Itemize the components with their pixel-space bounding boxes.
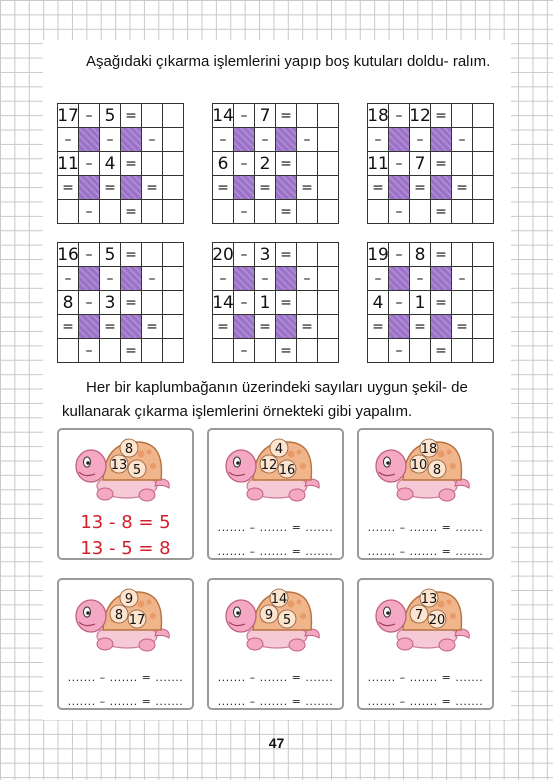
minus-sign: – [255,267,276,291]
equals-sign: = [276,200,297,224]
shaded-cell [234,176,255,200]
shaded-cell [121,176,142,200]
equals-sign: = [431,291,452,315]
minus-sign: – [213,267,234,291]
number-cell: 8 [58,291,79,315]
answer-box[interactable] [297,200,318,224]
equals-sign: = [255,176,276,200]
number-cell: 1 [410,291,431,315]
turtle-number: 8 [114,608,124,623]
equals-sign: = [121,200,142,224]
equals-sign: = [142,315,163,339]
answer-box[interactable] [100,200,121,224]
equals-sign: = [297,176,318,200]
instruction-turtles [62,376,512,424]
minus-sign: – [79,104,100,128]
answer-box[interactable] [473,152,494,176]
answer-box[interactable] [163,243,184,267]
equals-sign: = [58,315,79,339]
shaded-cell [276,315,297,339]
minus-sign: – [410,128,431,152]
minus-sign: – [389,104,410,128]
minus-sign: – [142,128,163,152]
number-cell: 14 [213,104,234,128]
equals-sign: = [276,339,297,363]
minus-sign: – [79,291,100,315]
shaded-cell [389,176,410,200]
minus-sign: – [234,291,255,315]
answer-box[interactable] [368,200,389,224]
number-cell: 2 [255,152,276,176]
answer-box[interactable] [58,200,79,224]
answer-line[interactable]: ....... – ....... = ....... [367,545,484,558]
answer-box[interactable] [297,243,318,267]
answer-box[interactable] [255,200,276,224]
answer-line[interactable]: ....... – ....... = ....... [367,671,484,684]
answer-box[interactable] [473,243,494,267]
equals-sign: = [431,200,452,224]
number-cell: 4 [368,291,389,315]
answer-box[interactable] [142,243,163,267]
answer-box[interactable] [410,200,431,224]
equals-sign: = [121,152,142,176]
equals-sign: = [452,176,473,200]
turtle-number: 4 [274,442,284,457]
answer-box[interactable] [163,291,184,315]
answer-line[interactable]: ....... – ....... = ....... [217,695,334,708]
minus-sign: – [79,200,100,224]
answer-box[interactable] [452,104,473,128]
shaded-cell [389,128,410,152]
minus-sign: – [389,200,410,224]
instruction-1-text: Aşağıdaki çıkarma işlemlerini yapıp boş kutuları doldu- ralım. [86,53,491,70]
turtle-number: 9 [124,592,134,607]
equals-sign: = [100,176,121,200]
number-cell: 5 [100,104,121,128]
minus-sign: – [234,200,255,224]
minus-sign: – [100,267,121,291]
equals-sign: = [452,315,473,339]
answer-box[interactable] [213,339,234,363]
number-cell: 4 [100,152,121,176]
answer-line[interactable]: ....... – ....... = ....... [217,521,334,534]
answer-box[interactable] [163,176,184,200]
number-cell: 3 [100,291,121,315]
answer-box[interactable] [142,339,163,363]
number-cell: 7 [255,104,276,128]
answer-box[interactable] [297,291,318,315]
answer-box[interactable] [58,339,79,363]
answer-box[interactable] [297,339,318,363]
turtle-number: 9 [264,608,274,623]
answer-box[interactable] [318,315,339,339]
shaded-cell [234,267,255,291]
minus-sign: – [297,267,318,291]
shaded-cell [79,267,100,291]
answer-box[interactable] [473,291,494,315]
shaded-cell [431,176,452,200]
turtle-card [357,578,494,710]
example-equation: 13 - 8 = 5 [80,512,171,533]
answer-line[interactable]: ....... – ....... = ....... [217,545,334,558]
answer-box[interactable] [318,104,339,128]
turtle-number: 8 [124,442,134,457]
answer-box[interactable] [163,315,184,339]
equals-sign: = [276,104,297,128]
number-cell: 11 [368,152,389,176]
turtle-illustration [369,434,484,504]
shaded-cell [431,315,452,339]
minus-sign: – [452,128,473,152]
number-cell: 17 [58,104,79,128]
answer-line[interactable]: ....... – ....... = ....... [367,521,484,534]
turtle-illustration [369,584,484,654]
answer-box[interactable] [318,243,339,267]
answer-box[interactable] [452,339,473,363]
answer-box[interactable] [318,339,339,363]
minus-sign: – [234,339,255,363]
minus-sign: – [142,267,163,291]
answer-box[interactable] [142,291,163,315]
equals-sign: = [121,291,142,315]
equals-sign: = [368,176,389,200]
turtle-number: 17 [128,613,146,628]
answer-box[interactable] [473,128,494,152]
equals-sign: = [431,339,452,363]
turtle-card [207,428,344,560]
shaded-cell [234,315,255,339]
subtraction-grid [367,103,494,224]
equals-sign: = [410,176,431,200]
answer-box[interactable] [452,200,473,224]
turtle-number: 10 [410,458,428,473]
minus-sign: – [79,243,100,267]
subtraction-grid [212,103,339,224]
turtle-number: 13 [420,592,438,607]
number-cell: 18 [368,104,389,128]
equals-sign: = [100,315,121,339]
turtle-card [57,578,194,710]
answer-box[interactable] [100,339,121,363]
answer-box[interactable] [297,152,318,176]
example-equation: 13 - 5 = 8 [80,538,171,559]
answer-box[interactable] [163,152,184,176]
equals-sign: = [276,291,297,315]
equals-sign: = [276,152,297,176]
shaded-cell [121,128,142,152]
turtle-number: 12 [260,458,278,473]
number-cell: 7 [410,152,431,176]
instruction-subtraction-grids [62,50,512,74]
answer-box[interactable] [473,267,494,291]
subtraction-grid [212,242,339,363]
number-cell: 6 [213,152,234,176]
minus-sign: – [389,291,410,315]
answer-box[interactable] [142,152,163,176]
minus-sign: – [234,104,255,128]
equals-sign: = [431,152,452,176]
answer-line[interactable]: ....... – ....... = ....... [67,695,184,708]
equals-sign: = [297,315,318,339]
equals-sign: = [121,243,142,267]
answer-line[interactable]: ....... – ....... = ....... [67,671,184,684]
shaded-cell [389,267,410,291]
answer-box[interactable] [452,243,473,267]
answer-box[interactable] [318,176,339,200]
answer-box[interactable] [473,200,494,224]
shaded-cell [389,315,410,339]
shaded-cell [79,315,100,339]
answer-box[interactable] [318,128,339,152]
answer-box[interactable] [473,176,494,200]
minus-sign: – [389,339,410,363]
answer-box[interactable] [473,339,494,363]
shaded-cell [276,267,297,291]
equals-sign: = [213,176,234,200]
number-cell: 20 [213,243,234,267]
turtle-card [207,578,344,710]
shaded-cell [79,128,100,152]
answer-box[interactable] [163,200,184,224]
minus-sign: – [100,128,121,152]
turtle-number: 8 [432,463,442,478]
equals-sign: = [276,243,297,267]
subtraction-grid [367,242,494,363]
turtle-illustration [219,434,334,504]
turtle-card [357,428,494,560]
answer-box[interactable] [368,339,389,363]
turtle-number: 7 [414,608,424,623]
shaded-cell [121,315,142,339]
answer-box[interactable] [473,315,494,339]
answer-box[interactable] [142,104,163,128]
shaded-cell [431,267,452,291]
number-cell: 19 [368,243,389,267]
answer-box[interactable] [142,200,163,224]
minus-sign: – [389,152,410,176]
answer-box[interactable] [452,152,473,176]
minus-sign: – [368,128,389,152]
answer-box[interactable] [452,291,473,315]
number-cell: 5 [100,243,121,267]
answer-box[interactable] [318,152,339,176]
shaded-cell [276,128,297,152]
answer-box[interactable] [213,200,234,224]
equals-sign: = [213,315,234,339]
minus-sign: – [58,128,79,152]
number-cell: 11 [58,152,79,176]
answer-box[interactable] [318,291,339,315]
equals-sign: = [368,315,389,339]
shaded-cell [431,128,452,152]
equals-sign: = [121,104,142,128]
minus-sign: – [58,267,79,291]
answer-box[interactable] [163,104,184,128]
equals-sign: = [121,339,142,363]
equals-sign: = [142,176,163,200]
minus-sign: – [297,128,318,152]
answer-box[interactable] [163,128,184,152]
minus-sign: – [79,339,100,363]
shaded-cell [121,267,142,291]
answer-box[interactable] [318,267,339,291]
answer-box[interactable] [318,200,339,224]
turtle-number: 13 [110,458,128,473]
answer-line[interactable]: ....... – ....... = ....... [367,695,484,708]
turtle-number: 16 [278,463,296,478]
minus-sign: – [410,267,431,291]
minus-sign: – [255,128,276,152]
shaded-cell [234,128,255,152]
page-number: 47 [268,735,285,751]
number-cell: 12 [410,104,431,128]
answer-box[interactable] [163,339,184,363]
turtle-illustration [69,584,184,654]
turtle-number: 18 [420,442,438,457]
turtle-number: 5 [282,613,292,628]
answer-box[interactable] [163,267,184,291]
equals-sign: = [431,243,452,267]
minus-sign: – [234,243,255,267]
equals-sign: = [410,315,431,339]
number-cell: 16 [58,243,79,267]
number-cell: 14 [213,291,234,315]
minus-sign: – [234,152,255,176]
answer-box[interactable] [473,104,494,128]
answer-box[interactable] [297,104,318,128]
turtle-number: 14 [270,592,288,607]
number-cell: 8 [410,243,431,267]
instruction-2-text: Her bir kaplumbağanın üzerindeki sayıları uygun şekil- de kullanarak çıkarma işlemlerini örnekteki gibi yapalım. [62,379,468,420]
equals-sign: = [58,176,79,200]
minus-sign: – [79,152,100,176]
minus-sign: – [452,267,473,291]
minus-sign: – [389,243,410,267]
turtle-number: 5 [132,463,142,478]
turtle-illustration [219,584,334,654]
answer-line[interactable]: ....... – ....... = ....... [217,671,334,684]
shaded-cell [276,176,297,200]
equals-sign: = [431,104,452,128]
shaded-cell [79,176,100,200]
turtle-card [57,428,194,560]
number-cell: 3 [255,243,276,267]
number-cell: 1 [255,291,276,315]
turtle-illustration [69,434,184,504]
answer-box[interactable] [410,339,431,363]
subtraction-grid [57,242,184,363]
turtle-number: 20 [428,613,446,628]
minus-sign: – [368,267,389,291]
answer-box[interactable] [255,339,276,363]
minus-sign: – [213,128,234,152]
subtraction-grid [57,103,184,224]
equals-sign: = [255,315,276,339]
